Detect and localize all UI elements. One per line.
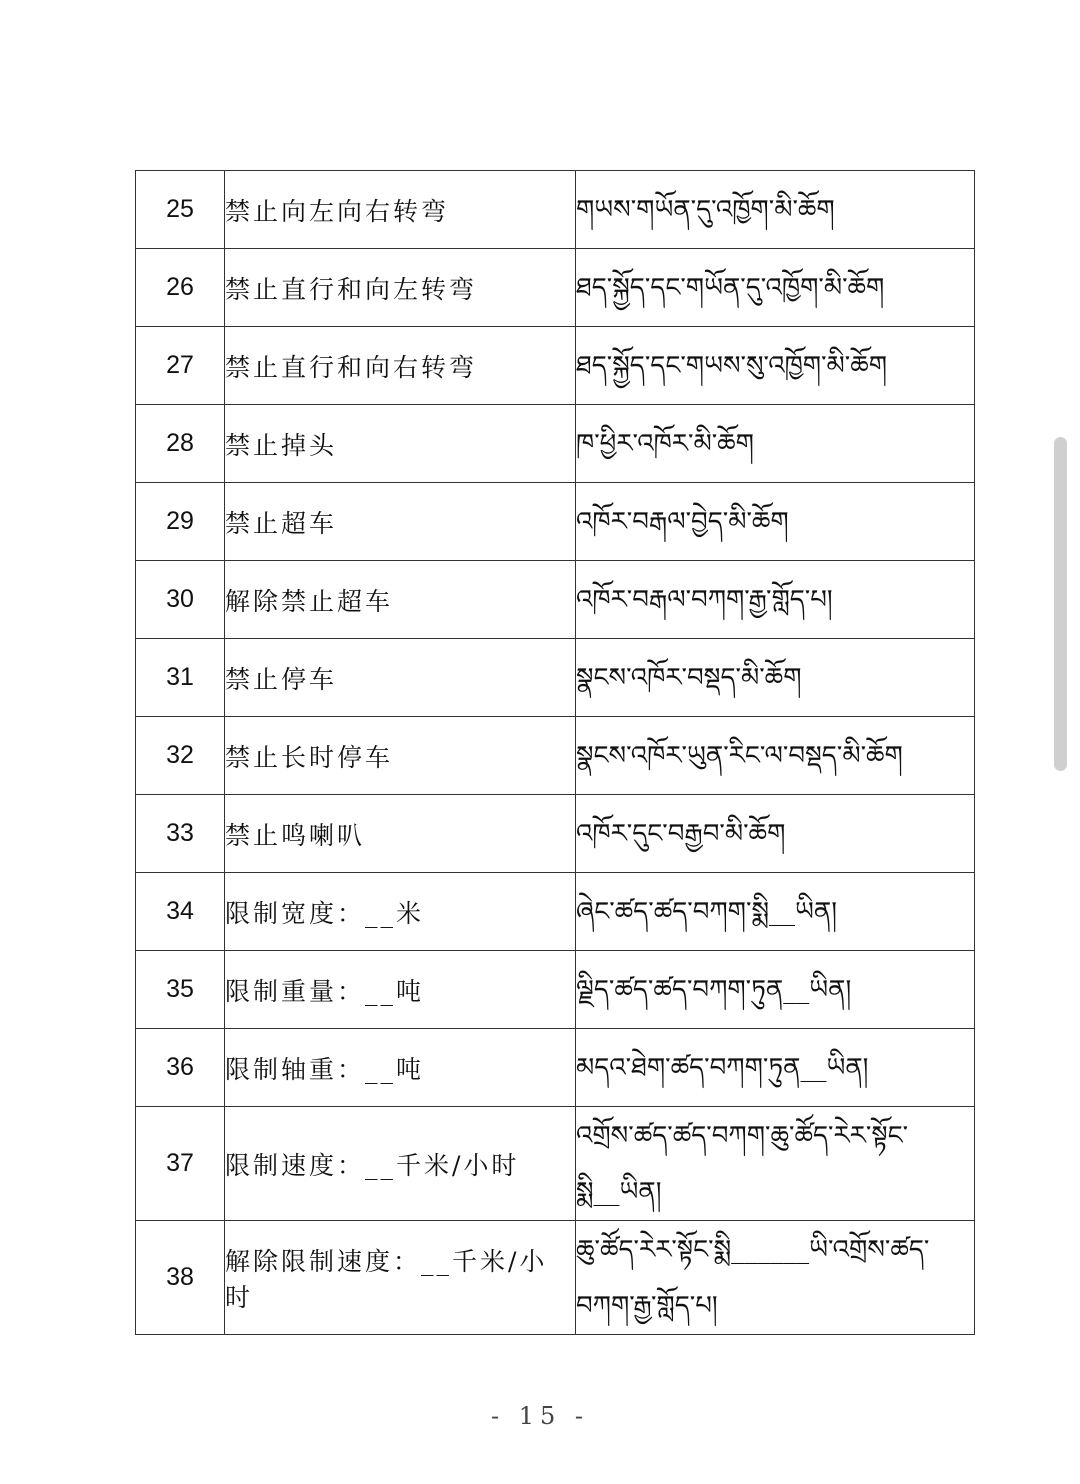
table-row bbox=[136, 249, 975, 327]
chinese-term: 禁止鸣喇叭 bbox=[225, 795, 576, 873]
row-number: 35 bbox=[136, 951, 225, 1029]
table-row bbox=[136, 951, 975, 1029]
row-number: 38 bbox=[136, 1221, 225, 1335]
row-number: 31 bbox=[136, 639, 225, 717]
table-row bbox=[136, 171, 975, 249]
row-number: 28 bbox=[136, 405, 225, 483]
tibetan-term: ཆུ་ཚོད་རེར་སྟོང་སྨི______ཡི་འགྲོས་ཚད་བཀག་རྒྱ་གློད་པ། bbox=[576, 1221, 975, 1335]
chinese-term: 禁止长时停车 bbox=[225, 717, 576, 795]
chinese-term: 限制重量：__吨 bbox=[225, 951, 576, 1029]
chinese-term: 禁止向左向右转弯 bbox=[225, 171, 576, 249]
table-row bbox=[136, 483, 975, 561]
tibetan-term: སྣངས་འཁོར་བསྡད་མི་ཆོག bbox=[576, 639, 975, 717]
chinese-term: 解除禁止超车 bbox=[225, 561, 576, 639]
chinese-term: 解除限制速度：__千米/小时 bbox=[225, 1221, 576, 1335]
table-row bbox=[136, 1107, 975, 1221]
table-row bbox=[136, 1029, 975, 1107]
tibetan-term: ཐད་སྐྱོད་དང་གཡས་སུ་འཁྱོག་མི་ཆོག bbox=[576, 327, 975, 405]
tibetan-term: མདའ་ཐེག་ཚད་བཀག་ཏུན__ཡིན། bbox=[576, 1029, 975, 1107]
tibetan-term: ཁ་ཕྱིར་འཁོར་མི་ཆོག bbox=[576, 405, 975, 483]
table-row bbox=[136, 873, 975, 951]
tibetan-term: ཞེང་ཚད་ཚད་བཀག་སྨི__ཡིན། bbox=[576, 873, 975, 951]
tibetan-term: གཡས་གཡོན་དུ་འཁྱོག་མི་ཆོག bbox=[576, 171, 975, 249]
row-number: 32 bbox=[136, 717, 225, 795]
tibetan-term: འཁོར་བརྒལ་བྱེད་མི་ཆོག bbox=[576, 483, 975, 561]
page-number: - 15 - bbox=[490, 1402, 589, 1430]
scrollbar[interactable] bbox=[1054, 437, 1067, 771]
chinese-term: 禁止直行和向左转弯 bbox=[225, 249, 576, 327]
row-number: 26 bbox=[136, 249, 225, 327]
row-number: 25 bbox=[136, 171, 225, 249]
tibetan-term: འཁོར་དུང་བརྒྱབ་མི་ཆོག bbox=[576, 795, 975, 873]
table-row bbox=[136, 405, 975, 483]
row-number: 37 bbox=[136, 1107, 225, 1221]
chinese-term: 禁止停车 bbox=[225, 639, 576, 717]
tibetan-term: འགྲོས་ཚད་ཚད་བཀག་ཆུ་ཚོད་རེར་སྟོང་སྨི__ཡིན། bbox=[576, 1107, 975, 1221]
chinese-term: 限制宽度：__米 bbox=[225, 873, 576, 951]
row-number: 30 bbox=[136, 561, 225, 639]
glossary-table bbox=[135, 170, 975, 1335]
row-number: 29 bbox=[136, 483, 225, 561]
table-row bbox=[136, 717, 975, 795]
tibetan-term: ལྗིད་ཚད་ཚད་བཀག་ཏུན__ཡིན། bbox=[576, 951, 975, 1029]
chinese-term: 禁止直行和向右转弯 bbox=[225, 327, 576, 405]
row-number: 33 bbox=[136, 795, 225, 873]
table-row bbox=[136, 639, 975, 717]
tibetan-term: འཁོར་བརྒལ་བཀག་རྒྱ་གློད་པ། bbox=[576, 561, 975, 639]
chinese-term: 限制速度：__千米/小时 bbox=[225, 1107, 576, 1221]
row-number: 34 bbox=[136, 873, 225, 951]
tibetan-term: སྣངས་འཁོར་ཡུན་རིང་ལ་བསྡད་མི་ཆོག bbox=[576, 717, 975, 795]
row-number: 27 bbox=[136, 327, 225, 405]
chinese-term: 禁止掉头 bbox=[225, 405, 576, 483]
chinese-term: 限制轴重：__吨 bbox=[225, 1029, 576, 1107]
table-row bbox=[136, 1221, 975, 1335]
table-row bbox=[136, 795, 975, 873]
row-number: 36 bbox=[136, 1029, 225, 1107]
chinese-term: 禁止超车 bbox=[225, 483, 576, 561]
table-row bbox=[136, 327, 975, 405]
table-row bbox=[136, 561, 975, 639]
tibetan-term: ཐད་སྐྱོད་དང་གཡོན་དུ་འཁྱོག་མི་ཆོག bbox=[576, 249, 975, 327]
